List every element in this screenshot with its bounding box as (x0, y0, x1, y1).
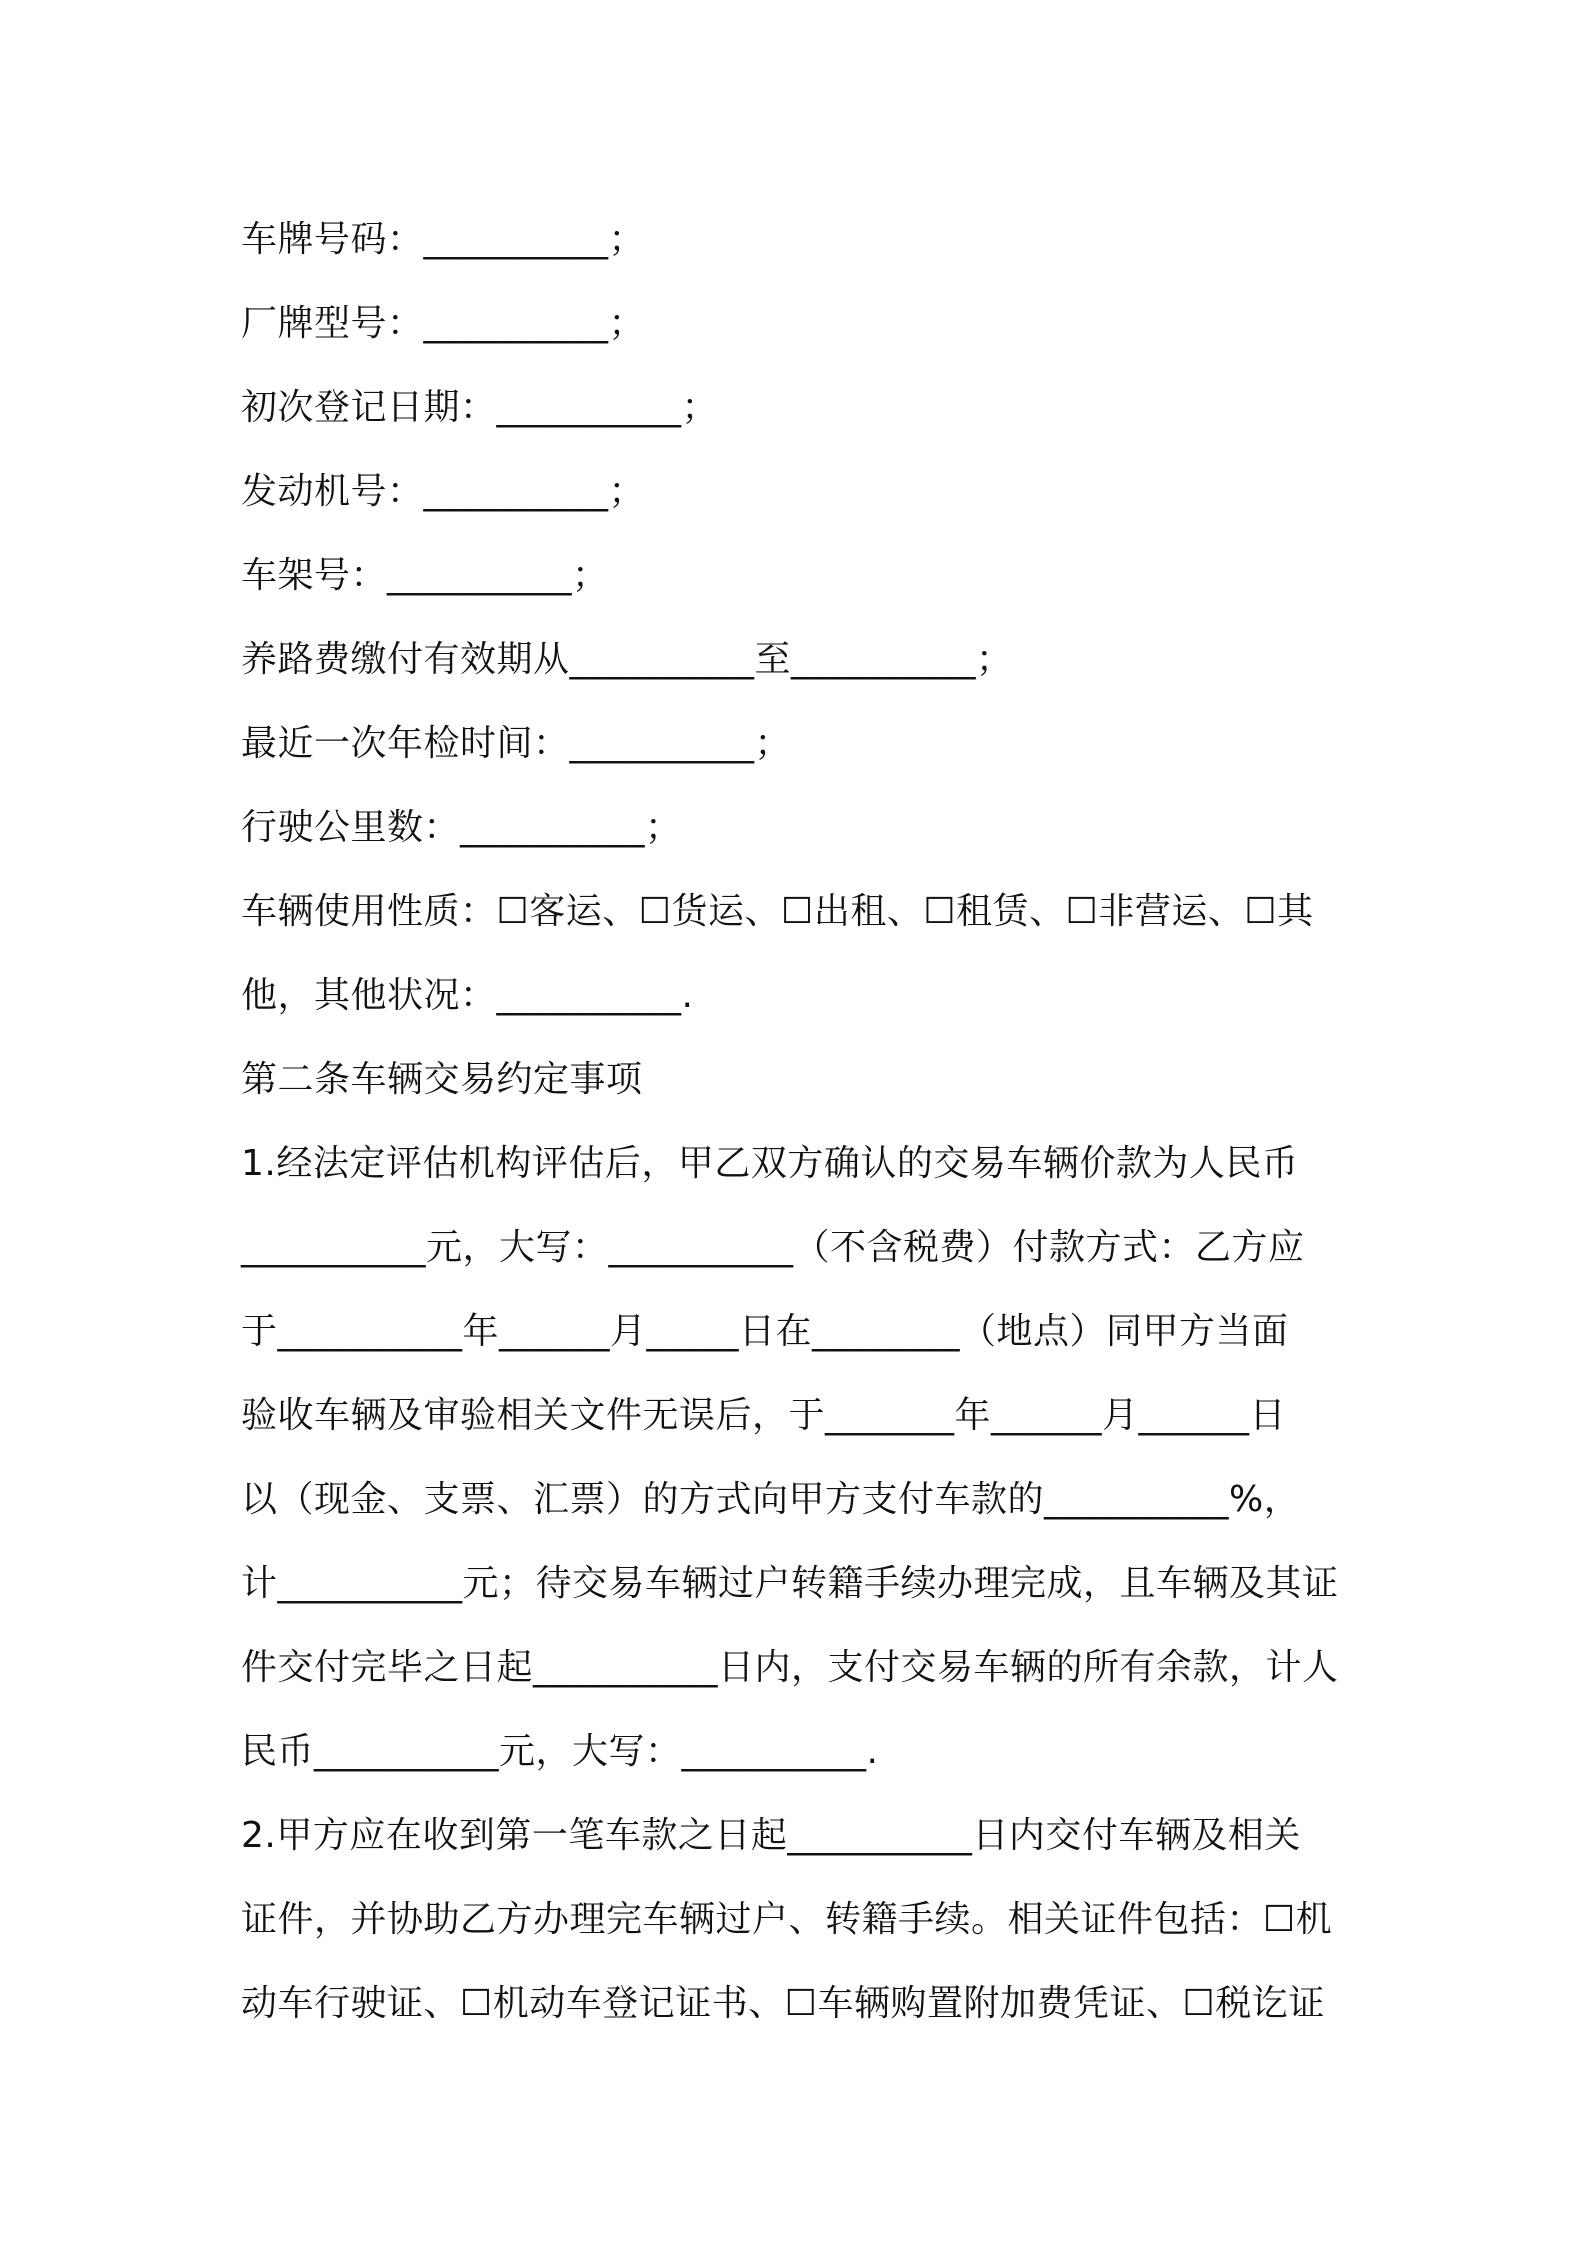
clause-2-line-1: 2.甲方应在收到第一笔车款之日起__________日内交付车辆及相关 (241, 1815, 1301, 1856)
clause-1-line-3: 于__________年______月_____日在________（地点）同甲方当面 (241, 1311, 1289, 1352)
engine-number-line: 发动机号：__________； (241, 471, 646, 512)
mileage-line: 行驶公里数：__________； (241, 807, 682, 848)
clause-1-line-6: 计__________元；待交易车辆过户转籍手续办理完成，且车辆及其证 (241, 1563, 1339, 1604)
clause-1-line-8: 民币__________元，大写：__________. (241, 1731, 879, 1772)
other-status-line: 他，其他状况：__________. (241, 975, 694, 1016)
clause-1-line-2: __________元，大写：__________（不含税费）付款方式：乙方应 (241, 1227, 1305, 1268)
clause-2-line-2: 证件，并协助乙方办理完车辆过户、转籍手续。相关证件包括：☐机 (241, 1899, 1333, 1940)
clause-1-line-1: 1.经法定评估机构评估后，甲乙双方确认的交易车辆价款为人民币 (241, 1143, 1299, 1184)
frame-number-line: 车架号：__________； (241, 555, 609, 596)
clause-1-line-4: 验收车辆及审验相关文件无误后，于_______年______月______日 (241, 1395, 1287, 1436)
plate-number-line: 车牌号码：__________； (241, 219, 646, 260)
road-fee-validity-line: 养路费缴付有效期从__________至__________； (241, 639, 1013, 680)
last-inspection-line: 最近一次年检时间：__________； (241, 723, 792, 764)
document-body (241, 198, 1361, 2046)
brand-model-line: 厂牌型号：__________； (241, 303, 646, 344)
clause-1-line-7: 件交付完毕之日起__________日内，支付交易车辆的所有余款，计人 (241, 1647, 1339, 1688)
clause-2-line-3: 动车行驶证、☐机动车登记证书、☐车辆购置附加费凭证、☐税讫证 (241, 1983, 1325, 2024)
usage-nature-line: 车辆使用性质：☐客运、☐货运、☐出租、☐租赁、☐非营运、☐其 (241, 891, 1314, 932)
clause-1-line-5: 以（现金、支票、汇票）的方式向甲方支付车款的__________%， (241, 1479, 1301, 1520)
first-registration-date-line: 初次登记日期：__________； (241, 387, 719, 428)
section-two-heading: 第二条车辆交易约定事项 (241, 1059, 643, 1100)
